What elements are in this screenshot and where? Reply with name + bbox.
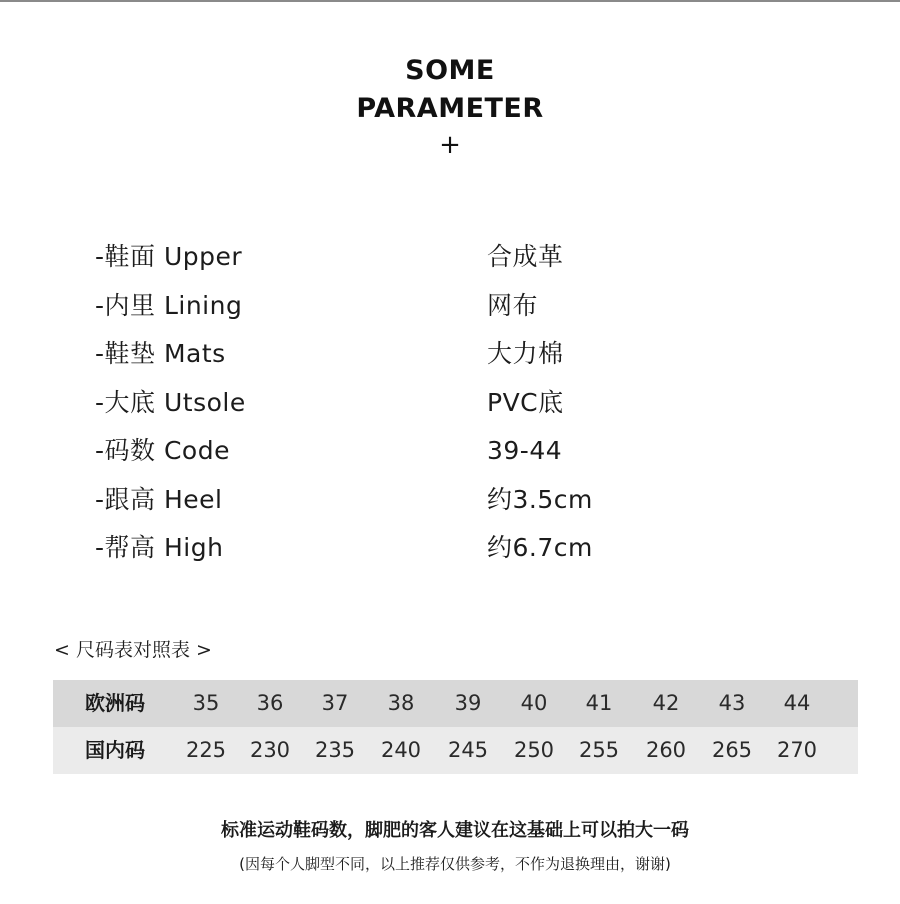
parameter-row-lining [95,282,795,331]
size-cell: 37 [321,691,349,715]
size-cell: 39 [454,691,482,715]
parameter-label: -跟高 Heel [95,484,223,514]
size-cell: 36 [256,691,284,715]
parameter-label: -鞋面 Upper [95,242,243,271]
parameter-value: 约6.7cm [487,533,593,562]
parameter-row-outsole [95,379,795,428]
size-chart-title: < 尺码表对照表 > [54,639,212,661]
size-cell: 40 [520,691,548,715]
parameter-row-mats [95,330,795,379]
parameter-value: PVC底 [487,387,564,417]
parameter-label: -帮高 High [95,533,224,562]
parameter-value: 约3.5cm [487,484,593,514]
size-cell: 41 [585,691,613,715]
parameter-value: 合成革 [487,242,564,271]
title-line-1: SOME [405,55,495,86]
parameter-label: -鞋垫 Mats [95,339,226,368]
size-cell: 230 [249,738,291,762]
size-cell: 255 [578,738,620,762]
size-disclaimer: (因每个人脚型不同，以上推荐仅供参考，不作为退换理由，谢谢) [239,855,671,873]
size-cell: 260 [645,738,687,762]
size-cell: 38 [387,691,415,715]
parameter-row-high [95,524,795,573]
size-cell: 44 [783,691,811,715]
size-cell: 265 [711,738,753,762]
top-divider [0,0,900,2]
size-note: 标准运动鞋码数，脚肥的客人建议在这基础上可以拍大一码 [221,820,689,841]
title-block [0,52,900,162]
plus-icon: + [439,130,461,160]
parameter-label: -码数 Code [95,436,230,465]
size-cell: 42 [652,691,680,715]
size-row-label: 国内码 [85,738,145,762]
size-cell: 235 [314,738,356,762]
size-cell: 43 [718,691,746,715]
parameter-value: 大力棉 [487,339,564,368]
title-line-2: PARAMETER [356,93,544,124]
parameter-list [95,233,795,573]
size-row-label: 欧洲码 [85,691,145,715]
size-row-eu [53,680,858,727]
parameter-row-code [95,427,795,476]
size-cell: 35 [192,691,220,715]
size-cell: 225 [185,738,227,762]
size-cell: 240 [380,738,422,762]
parameter-value: 39-44 [487,436,563,465]
parameter-row-heel [95,476,795,525]
size-cell: 245 [447,738,489,762]
parameter-label: -内里 Lining [95,290,243,320]
size-cell: 250 [513,738,555,762]
size-row-cn [53,727,858,774]
size-chart-table [53,680,858,774]
parameter-row-upper [95,233,795,282]
size-cell: 270 [776,738,818,762]
parameter-label: -大底 Utsole [95,387,246,417]
parameter-value: 网布 [487,290,539,320]
